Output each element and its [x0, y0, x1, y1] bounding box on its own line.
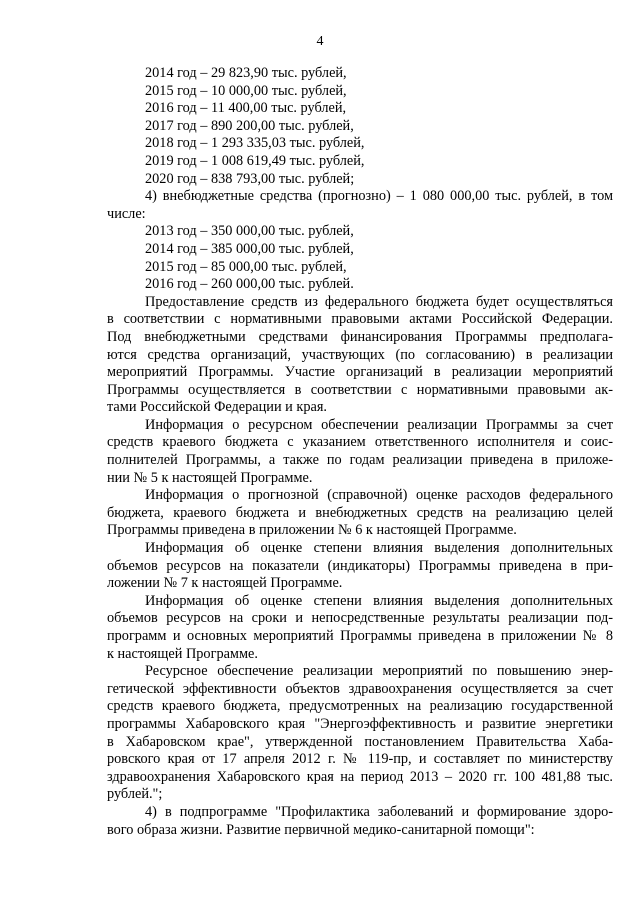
text-line: программ и основных мероприятий Программы приведена в приложении № 8 [107, 628, 613, 644]
appendix-7-paragraph [107, 540, 613, 593]
extrabudgetary-paragraph [107, 188, 613, 223]
text-line: Информация о прогнозной (справочной) оценке расходов федерального [145, 487, 613, 504]
federal-funds-paragraph [107, 294, 613, 417]
text-line: Информация об оценке степени влияния выделения дополнительных [145, 592, 613, 609]
text-line: ложении № 7 к настоящей Программе. [107, 575, 343, 592]
extrabudget-line-2016: 2016 год – 260 000,00 тыс. рублей. [145, 276, 354, 293]
text-line: вого образа жизни. Развитие первичной медико-санитарной помощи": [107, 821, 535, 838]
appendix-8-paragraph [107, 593, 613, 663]
text-line: мероприятий Программы. Участие организаций в реализации мероприятий [107, 364, 613, 381]
extrabudget-line-2014: 2014 год – 385 000,00 тыс. рублей, [145, 240, 354, 257]
text-line: 4) внебюджетные средства (прогнозно) – 1 080 000,00 тыс. рублей, в том [145, 188, 613, 205]
text-line: объемов ресурсов на сроки и непосредственные результаты реализации под- [107, 610, 613, 627]
appendix-5-paragraph [107, 417, 613, 487]
budget-line-2019: 2019 год – 1 008 619,49 тыс. рублей, [145, 152, 365, 169]
text-line: объемов ресурсов на показатели (индикаторы) Программы приведена в при- [107, 557, 613, 574]
text-line: полнителей Программы, а также по годам реализации приведена в приложе- [107, 452, 613, 469]
text-line: 4) в подпрограмме "Профилактика заболеваний и формирование здоро- [145, 803, 613, 820]
budget-line-2014: 2014 год – 29 823,90 тыс. рублей, [145, 65, 347, 81]
budget-line-2017: 2017 год – 890 200,00 тыс. рублей, [145, 117, 354, 134]
text-line: к настоящей Программе. [107, 645, 258, 662]
budget-line-2015: 2015 год – 10 000,00 тыс. рублей, [145, 82, 347, 99]
text-line: Информация о ресурсном обеспечении реализации Программы за счет [145, 416, 613, 433]
text-line: нии № 5 к настоящей Программе. [107, 469, 313, 486]
text-line: Информация об оценке степени влияния выделения дополнительных [145, 540, 613, 557]
document-body [107, 65, 613, 839]
extrabudget-line-2015: 2015 год – 85 000,00 тыс. рублей, [145, 258, 347, 275]
text-line: средств краевого бюджета с указанием ответственного исполнителя и соис- [107, 434, 613, 451]
text-line: Программы приведена в приложении № 6 к настоящей Программе. [107, 522, 517, 539]
extrabudget-line-2013: 2013 год – 350 000,00 тыс. рублей, [145, 223, 354, 240]
text-line: Предоставление средств из федерального бюджета будет осуществляться [145, 293, 613, 310]
text-line: числе: [107, 205, 146, 222]
text-line: тами Российской Федерации и края. [107, 399, 327, 416]
text-line: гетической эффективности объектов здравоохранения осуществляется за счет [107, 680, 613, 697]
text-line: ровского края от 17 апреля 2012 г. № 119-пр, и составляет по министерству [107, 751, 613, 768]
text-line: здравоохранения Хабаровского края на период 2013 – 2020 гг. 100 481,88 тыс. [107, 768, 613, 785]
text-line: программы Хабаровского края "Энергоэффективность и развитие энергетики [107, 715, 613, 732]
text-line: Программы осуществляется в соответствии с нормативными правовыми ак- [107, 381, 613, 398]
appendix-6-paragraph [107, 487, 613, 540]
extrabudgetary-years-list [107, 223, 613, 293]
energy-efficiency-paragraph [107, 663, 613, 804]
budget-line-2016: 2016 год – 11 400,00 тыс. рублей, [145, 100, 347, 117]
text-line: рублей."; [107, 786, 163, 803]
budget-line-2020: 2020 год – 838 793,00 тыс. рублей; [145, 170, 355, 187]
text-line: средств краевого бюджета, предусмотренных на реализацию государственной [107, 698, 613, 715]
text-line: бюджета, краевого бюджета и внебюджетных средств на реализацию целей [107, 504, 613, 521]
text-line: Под внебюджетными средствами финансирования Программы предполага- [107, 328, 613, 345]
page-number: 4 [316, 34, 324, 49]
budget-years-list [107, 65, 613, 188]
text-line: ются средства организаций, участвующих (по согласованию) в реализации [107, 346, 613, 363]
text-line: Ресурсное обеспечение реализации мероприятий по повышению энер- [145, 663, 613, 680]
subprogram-paragraph [107, 804, 613, 839]
budget-line-2018: 2018 год – 1 293 335,03 тыс. рублей, [145, 135, 365, 152]
text-line: в Хабаровском крае", утвержденной постановлением Правительства Хаба- [107, 733, 613, 750]
text-line: в соответствии с нормативными правовыми актами Российской Федерации. [107, 311, 613, 328]
